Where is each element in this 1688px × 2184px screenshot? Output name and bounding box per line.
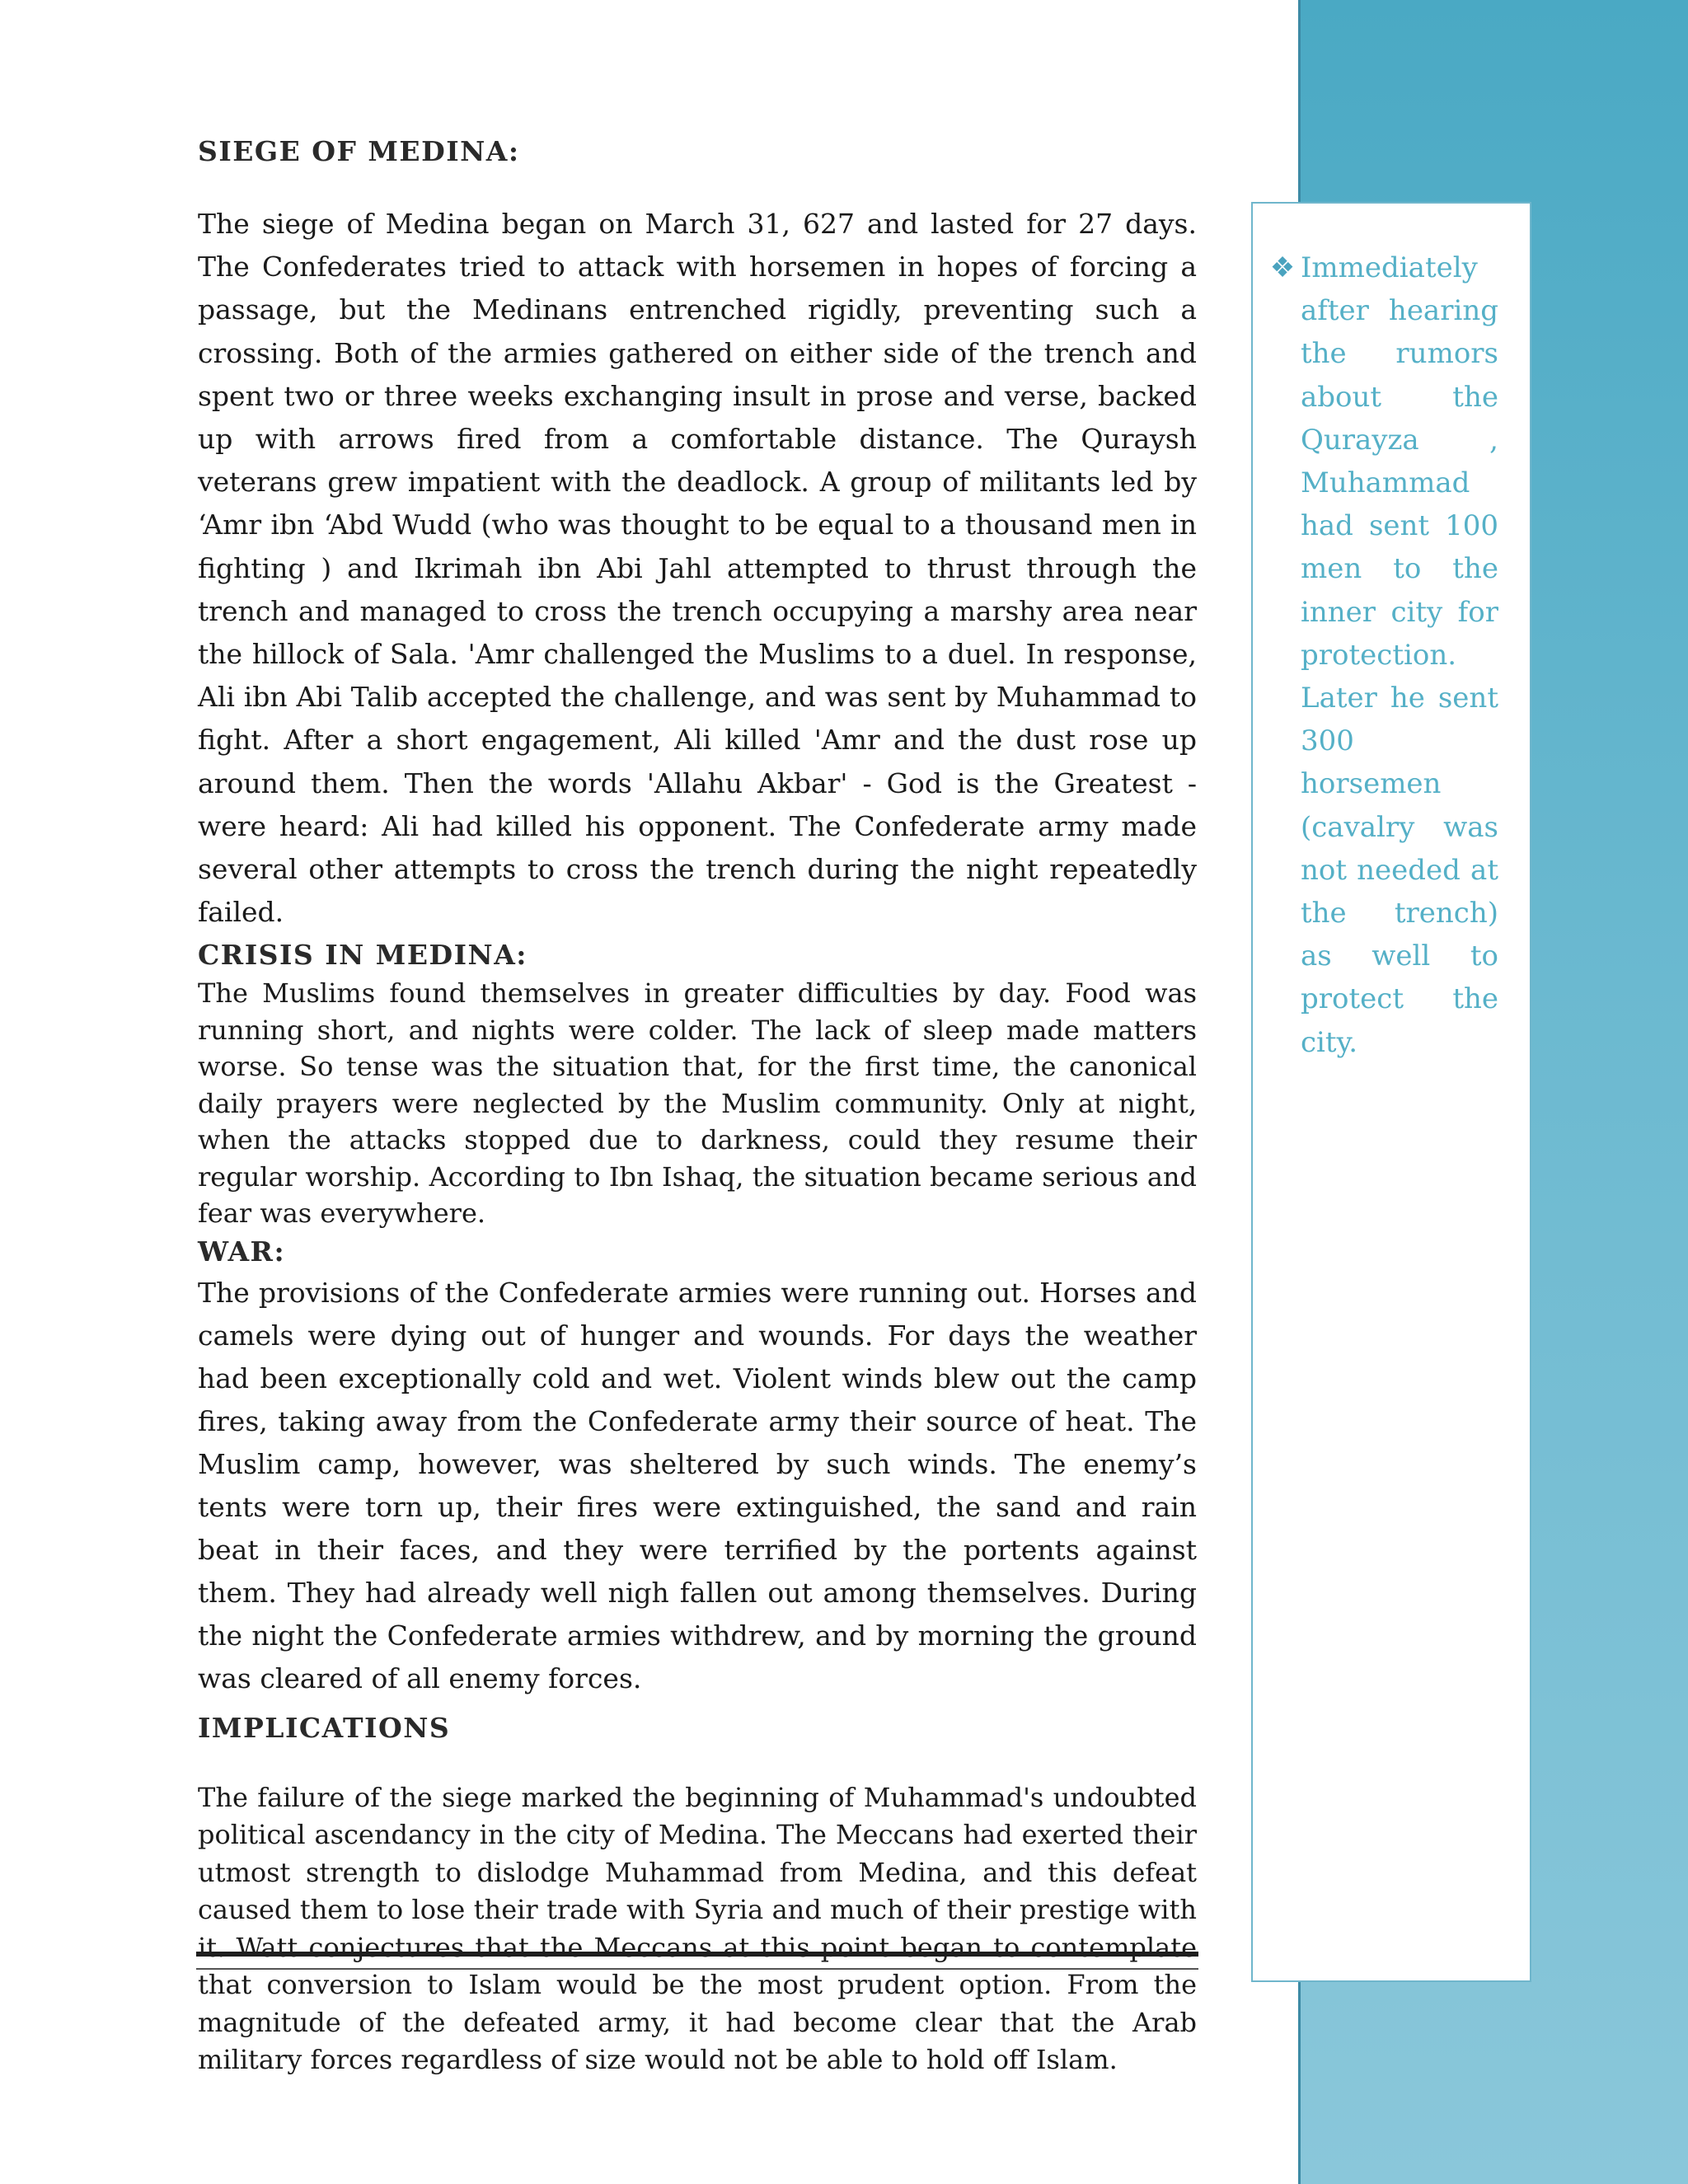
section-heading-implications: IMPLICATIONS: [198, 1711, 451, 1744]
diamond-bullet-icon: ❖: [1269, 251, 1296, 284]
section-text-crisis: The Muslims found themselves in greater difficulties by day. Food was running short, and nights were colder. The lack of sleep made matters worse. So tense was the situation that, for the first time, the canonical daily prayers were neglected by the Muslim community. Only at night, when the attacks stopped due to darkness, could they resume their regular worship. According to Ibn Ishaq, the situation became serious and fear was everywhere.: [198, 977, 1197, 1230]
section-text-war: The provisions of the Confederate armies were running out. Horses and camels were dying out of hunger and wounds. For days the weather had been exceptionally cold and wet. Violent winds blew out the camp fires, taking away from the Confederate army their source of heat. The Muslim camp, however, was sheltered by such winds. The enemy’s tents were torn up, their fires were extinguished, the sand and rain beat in their faces, and they were terrified by the portents against them. They had already well nigh fallen out among themselves. During the night the Confederate armies withdrew, and by morning the ground was cleared of all enemy forces.: [198, 1276, 1197, 1694]
section-heading-war: WAR:: [198, 1235, 286, 1268]
callout-text: Immediately after hearing the rumors about the Qurayza , Muhammad had sent 100 men to the inner city for protection. Later he sent 300 horsemen (cavalry was not needed at the trench) as well to protect the city.: [1301, 251, 1498, 1059]
sidebar-callout: [1251, 202, 1531, 1982]
section-text-siege: The siege of Medina began on March 31, 627 and lasted for 27 days. The Confederates tried to attack with horsemen in hopes of forcing a passage, but the Medinans entrenched rigidly, preventing such a crossing. Both of the armies gathered on either side of the trench and spent two or three weeks exchanging insult in prose and verse, backed up with arrows fired from a comfortable distance. The Quraysh veterans grew impatient with the deadlock. A group of militants led by ‘Amr ibn ‘Abd Wudd (who was thought to be equal to a thousand men in fighting ) and Ikrimah ibn Abi Jahl attempted to thrust through the trench and managed to cross the trench occupying a marshy area near the hillock of Sala. 'Amr challenged the Muslims to a duel. In response, Ali ibn Abi Talib accepted the challenge, and was sent by Muhammad to fight. After a short engagement, Ali killed 'Amr and the dust rose up around them. Then the words 'Allahu Akbar' - God is the Greatest - were heard: Ali had killed his opponent. The Confederate army made several other attempts to cross the trench during the night repeatedly failed.: [198, 208, 1197, 929]
section-text-implications: The failure of the siege marked the beginning of Muhammad's undoubted political ascendancy in the city of Medina. The Meccans had exerted their utmost strength to dislodge Muhammad from Medina, and this defeat caused them to lose their trade with Syria and much of their prestige with it. Watt conjectures that the Meccans at this point began to contemplate that conversion to Islam would be the most prudent option. From the magnitude of the defeated army, it had become clear that the Arab military forces regardless of size would not be able to hold off Islam.: [198, 1781, 1197, 2076]
footer-rule-thin: [196, 1968, 1198, 1970]
main-content: [198, 132, 1197, 2079]
footer-rule-thick: [196, 1952, 1198, 1957]
section-heading-crisis: CRISIS IN MEDINA:: [198, 939, 528, 972]
callout-item: [1264, 246, 1513, 1064]
section-heading-siege: SIEGE OF MEDINA:: [198, 135, 520, 167]
